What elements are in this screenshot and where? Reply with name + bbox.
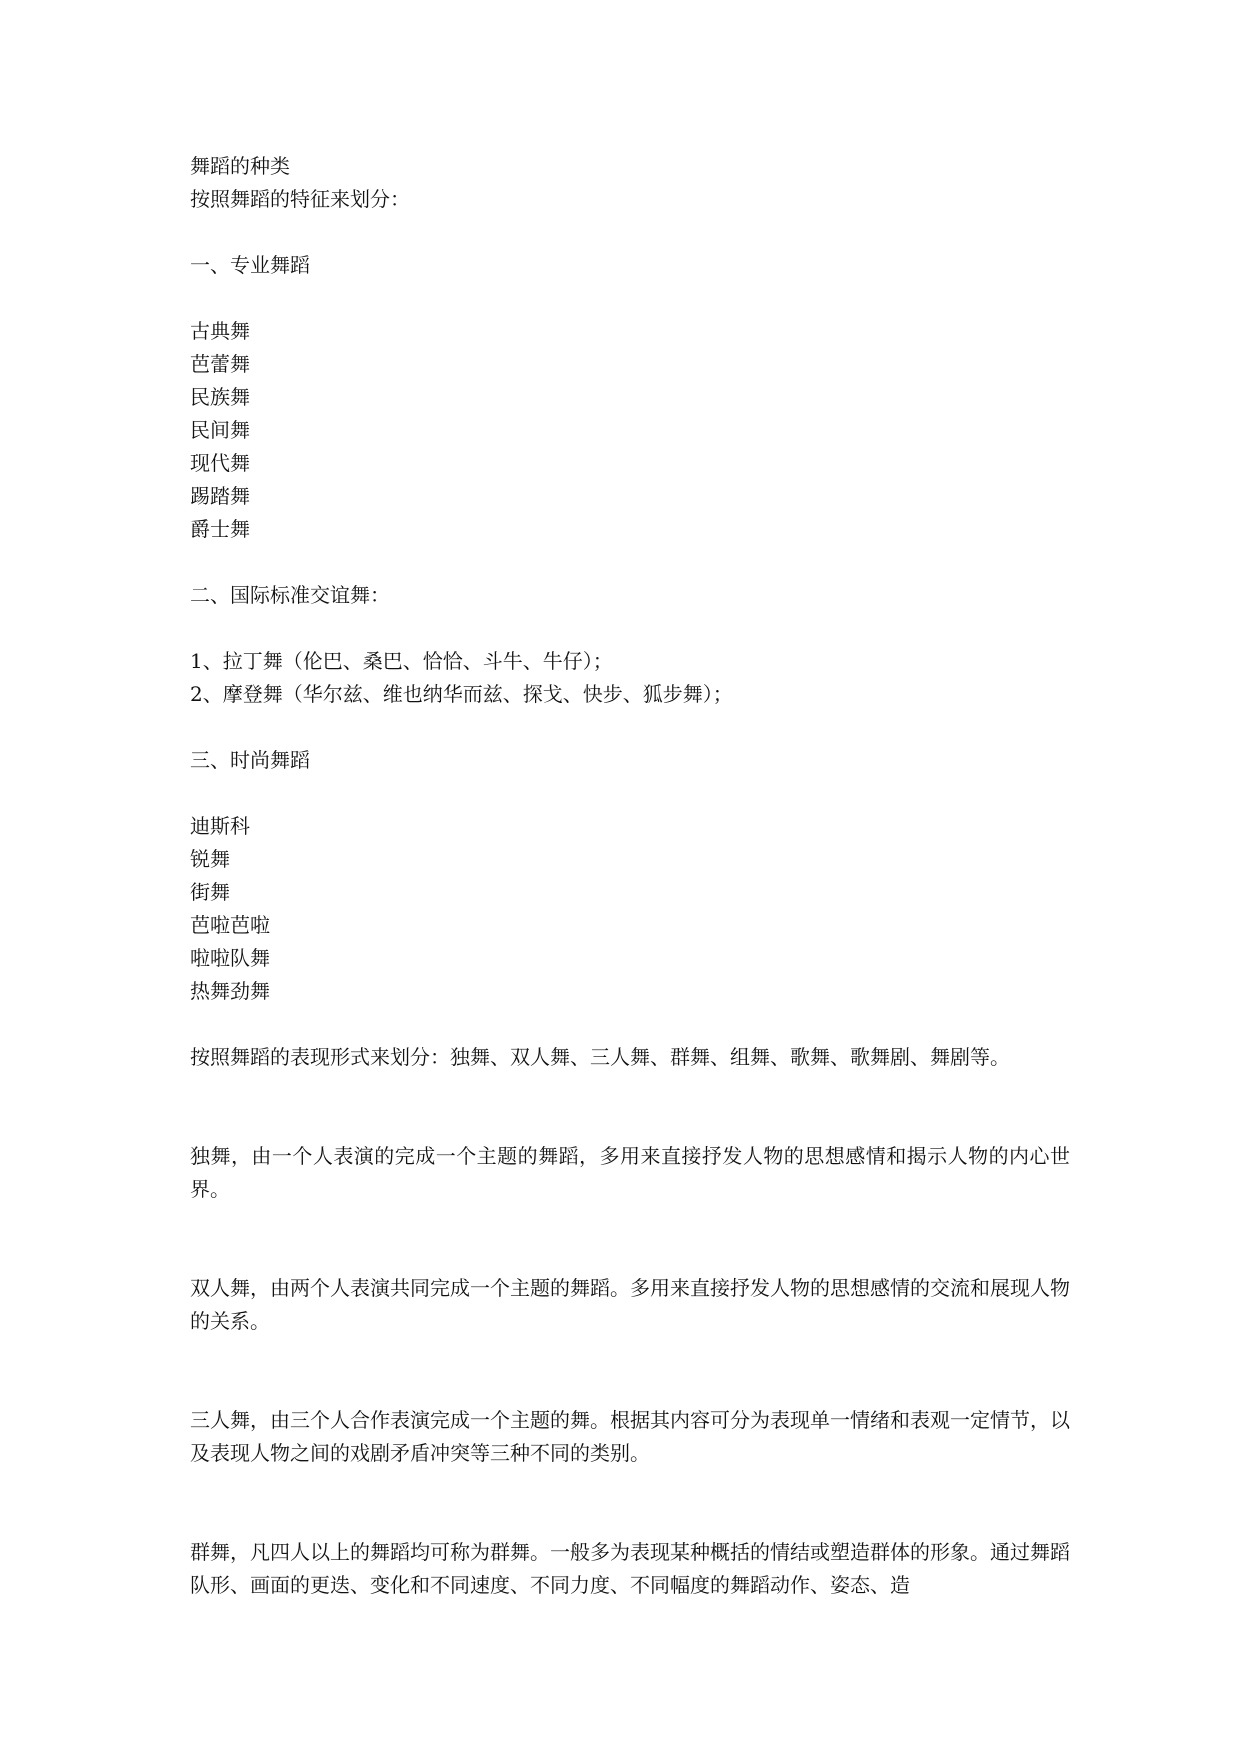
list-item: 踢踏舞 (190, 484, 250, 508)
section-heading-ballroom: 二、国际标准交谊舞： (190, 583, 390, 607)
list-item: 1、拉丁舞（伦巴、桑巴、恰恰、斗牛、牛仔）； (190, 649, 613, 673)
paragraph-duet: 双人舞，由两个人表演共同完成一个主题的舞蹈。多用来直接抒发人物的思想感情的交流和展现人物的关系。 (190, 1276, 1070, 1333)
list-item: 街舞 (190, 880, 230, 904)
section-heading-professional: 一、专业舞蹈 (190, 253, 310, 277)
list-item: 锐舞 (190, 847, 230, 871)
paragraph-trio: 三人舞，由三个人合作表演完成一个主题的舞。根据其内容可分为表现单一情绪和表观一定情节，以及表现人物之间的戏剧矛盾冲突等三种不同的类别。 (190, 1408, 1070, 1465)
paragraph-group: 群舞，凡四人以上的舞蹈均可称为群舞。一般多为表现某种概括的情结或塑造群体的形象。通过舞蹈队形、画面的更迭、变化和不同速度、不同力度、不同幅度的舞蹈动作、姿态、造 (190, 1540, 1070, 1597)
list-item: 芭啦芭啦 (190, 913, 270, 937)
list-item: 爵士舞 (190, 517, 250, 541)
list-item: 芭蕾舞 (190, 352, 250, 376)
document-title: 舞蹈的种类 (190, 154, 290, 178)
classification-by-feature: 按照舞蹈的特征来划分： (190, 187, 410, 211)
list-item: 古典舞 (190, 319, 250, 343)
list-item: 现代舞 (190, 451, 250, 475)
paragraph-solo: 独舞，由一个人表演的完成一个主题的舞蹈，多用来直接抒发人物的思想感情和揭示人物的内心世界。 (190, 1144, 1070, 1201)
list-item: 2、摩登舞（华尔兹、维也纳华而兹、探戈、快步、狐步舞）； (190, 682, 733, 706)
list-item: 民族舞 (190, 385, 250, 409)
classification-by-form: 按照舞蹈的表现形式来划分：独舞、双人舞、三人舞、群舞、组舞、歌舞、歌舞剧、舞剧等。 (190, 1045, 1010, 1069)
list-item: 迪斯科 (190, 814, 250, 838)
list-item: 热舞劲舞 (190, 979, 270, 1003)
document-page (190, 150, 1070, 1602)
list-item: 民间舞 (190, 418, 250, 442)
section-heading-fashion: 三、时尚舞蹈 (190, 748, 310, 772)
list-item: 啦啦队舞 (190, 946, 270, 970)
